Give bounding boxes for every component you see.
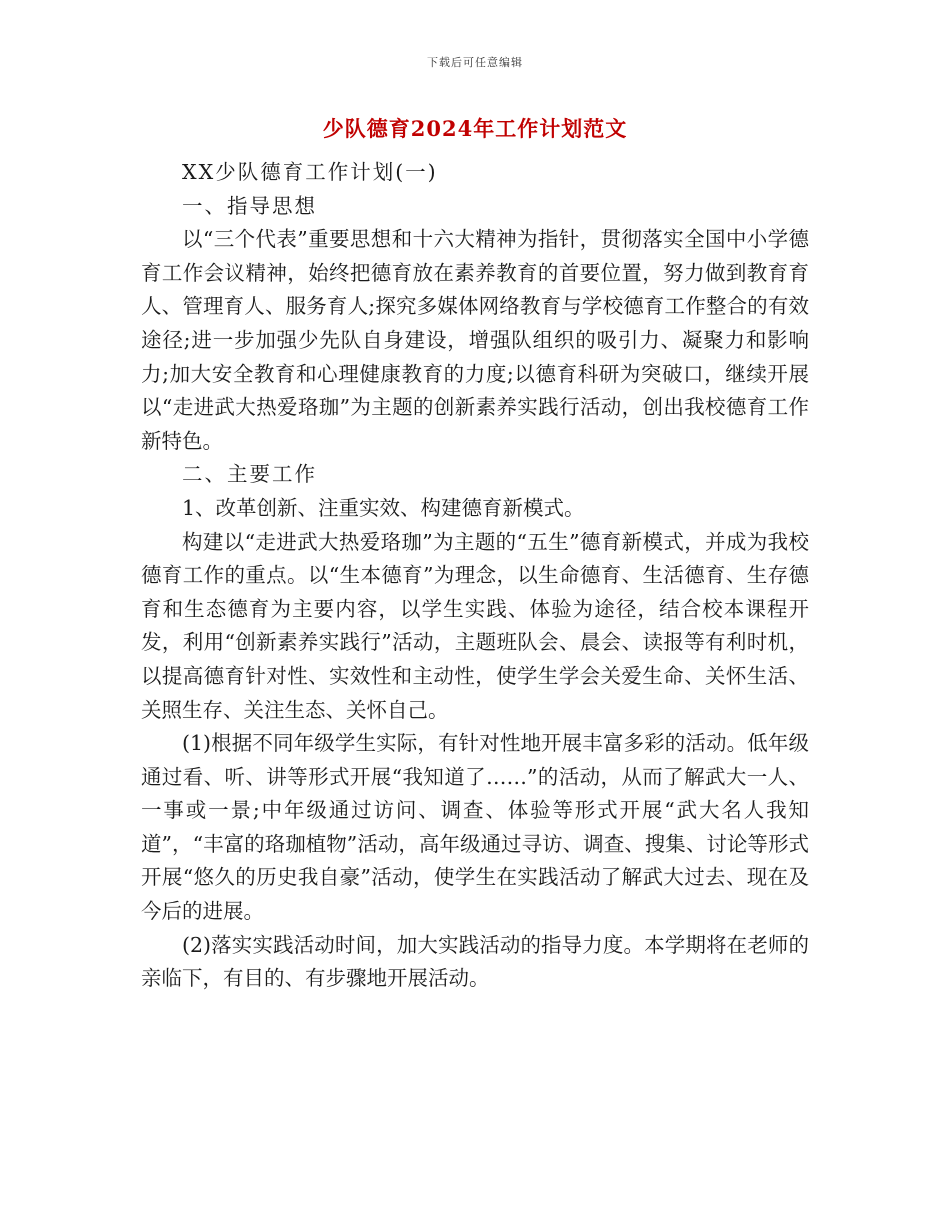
document-title: 少队德育2024年工作计划范文 — [322, 116, 628, 141]
header-note: 下载后可任意编辑 — [427, 56, 523, 69]
paragraph-grade-activities: (1)根据不同年级学生实际，有针对性地开展丰富多彩的活动。低年级通过看、听、讲等形式开展“我知道了……”的活动，从而了解武大一人、一事或一景;中年级通过访问、调查、体验等形式开展“武大名人我知道”，“丰富的珞珈植物”活动，高年级通过寻访、调查、搜集、讨论等形式开展“悠久的历史我自豪”活动，使学生在实践活动了解武大过去、现在及今后的进展。 — [141, 731, 809, 924]
section-heading-main-work: 二、主要工作 — [182, 462, 317, 487]
subheading-reform-innovation: 1、改革创新、注重实效、构建德育新模式。 — [182, 495, 585, 520]
paragraph-practice-time: (2)落实实践活动时间，加大实践活动的指导力度。本学期将在老师的亲临下，有目的、有步骤地开展活动。 — [141, 932, 809, 991]
paragraph-new-model: 构建以“走进武大热爱珞珈”为主题的“五生”德育新模式，并成为我校德育工作的重点。以“生本德育”为理念，以生命德育、生活德育、生存德育和生态德育为主要内容，以学生实践、体验为途径，结合校本课程开发，利用“创新素养实践行”活动，主题班队会、晨会、读报等有利时机，以提高德育针对性、实效性和主动性，使学生学会关爱生命、关怀生活、关照生存、关注生态、关怀自己。 — [141, 529, 809, 722]
section-subtitle: XX少队德育工作计划(一) — [182, 160, 438, 184]
section-heading-guiding-thought: 一、指导思想 — [182, 193, 317, 218]
paragraph-guiding-thought: 以“三个代表”重要思想和十六大精神为指针，贯彻落实全国中小学德育工作会议精神，始终把德育放在素养教育的首要位置，努力做到教育育人、管理育人、服务育人;探究多媒体网络教育与学校德育工作整合的有效途径;进一步加强少先队自身建设，增强队组织的吸引力、凝聚力和影响力;加大安全教育和心理健康教育的力度;以德育科研为突破口，继续开展以“走进武大热爱珞珈”为主题的创新素养实践行活动，创出我校德育工作新特色。 — [141, 227, 809, 453]
document-body — [141, 156, 809, 996]
